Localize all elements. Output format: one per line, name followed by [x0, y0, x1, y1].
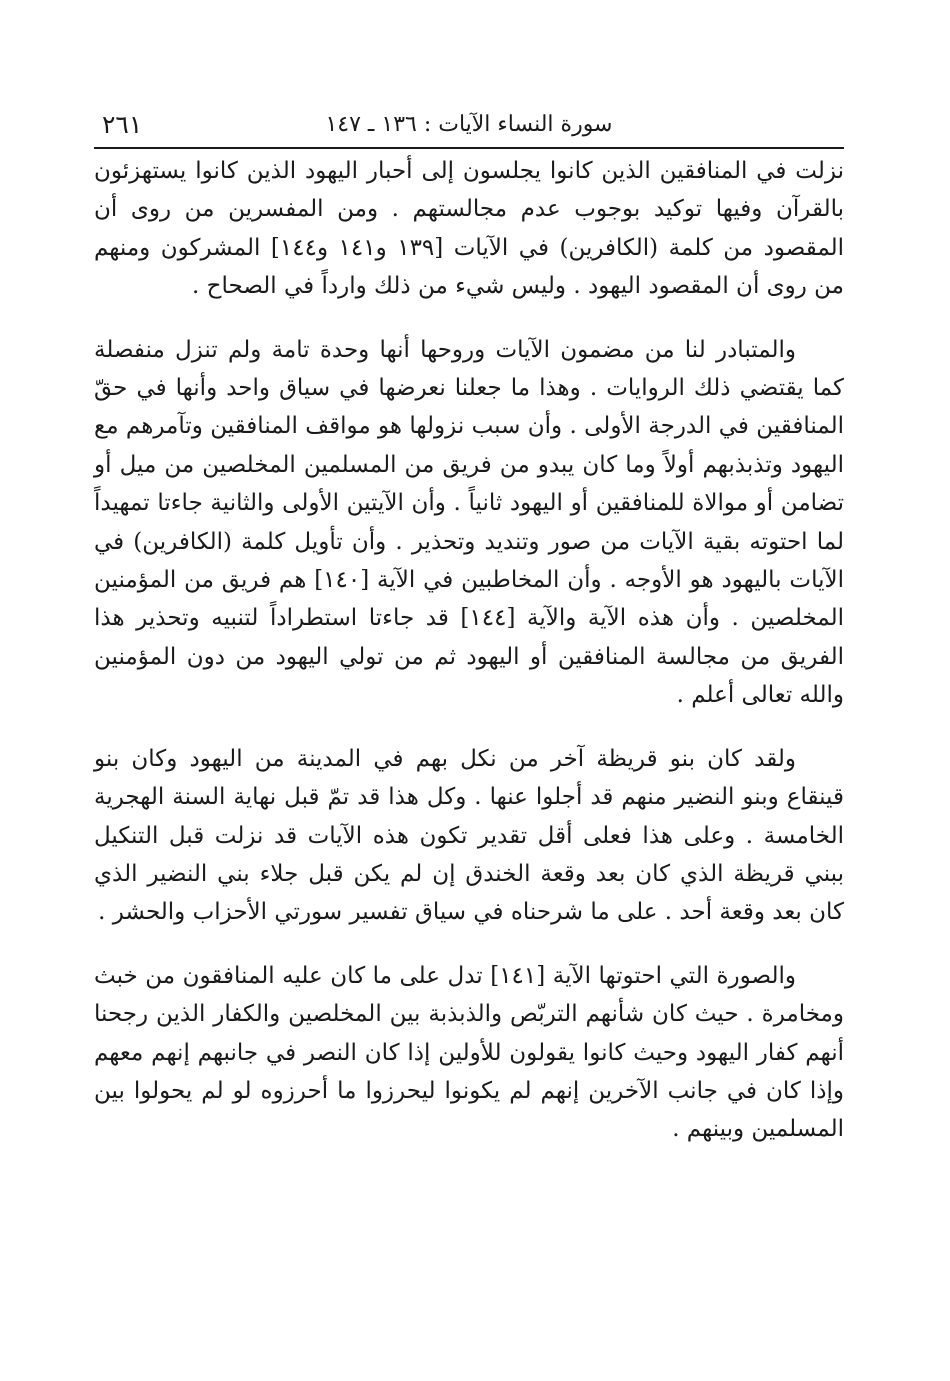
- page-header: [94, 104, 844, 148]
- paragraph: نزلت في المنافقين الذين كانوا يجلسون إلى أحبار اليهود الذين كانوا يستهزئون بالقرآن وفيها توكيد بوجوب عدم مجالستهم . ومن المفسرين من روى أن المقصود من كلمة (الكافرين) في الآيات [١٣٩ و١٤١ و١٤٤] المشركون ومنهم من روى أن المقصود اليهود . وليس شيء من ذلك وارداً في الصحاح .: [94, 158, 845, 300]
- body-text: [94, 152, 844, 1149]
- page-number: ٢٦١: [102, 110, 143, 139]
- paragraph: والصورة التي احتوتها الآية [١٤١] تدل على ما كان عليه المنافقون من خبث ومخامرة . حيث كان شأنهم التربّص والذبذبة بين المخلصين والكفار الذين رجحنا أنهم كفار اليهود وحيث كانوا يقولون للأولين إذا كان النصر في جانبهم إنهم معهم وإذا كان في جانب الآخرين إنهم لم يكونوا ليحرزوا ما أحرزوه لو لم يحولوا بين المسلمين وبينهم .: [94, 962, 844, 1143]
- running-title: سورة النساء الآيات : ١٣٦ ـ ١٤٧: [325, 112, 613, 137]
- paragraph: والمتبادر لنا من مضمون الآيات وروحها أنها وحدة تامة ولم تنزل منفصلة كما يقتضي ذلك الروايات . وهذا ما جعلنا نعرضها في سياق واحد وأنها في حقّ المنافقين في الدرجة الأولى . وأن سبب نزولها هو مواقف المنافقين وتآمرهم مع اليهود وتذبذبهم أولاً وما كان يبدو من فريق من المسلمين المخلصين من ميل أو تضامن أو موالاة للمنافقين أو اليهود ثانياً . وأن الآيتين الأولى والثانية جاءتا تمهيداً لما احتوته بقية الآيات من صور وتنديد وتحذير . وأن تأويل كلمة (الكافرين) في الآيات باليهود هو الأوجه . وأن المخاطبين في الآية [١٤٠] هم فريق من المؤمنين المخلصين . وأن هذه الآية والآية [١٤٤] قد جاءتا استطراداً لتنبيه وتحذير هذا الفريق من مجالسة المنافقين أو اليهود ثم من تولي اليهود من دون المؤمنين والله تعالى أعلم .: [94, 336, 844, 709]
- paragraph: ولقد كان بنو قريظة آخر من نكل بهم في المدينة من اليهود وكان بنو قينقاع وبنو النضير منهم قد أجلوا عنها . وكل هذا قد تمّ قبل نهاية السنة الهجرية الخامسة . وعلى هذا فعلى أقل تقدير تكون هذه الآيات قد نزلت قبل التنكيل ببني قريظة الذي كان بعد وقعة الخندق إن لم يكن قبل جلاء بني النضير الذي كان بعد وقعة أحد . على ما شرحناه في سياق تفسير سورتي الأحزاب والحشر .: [94, 745, 844, 926]
- header-divider: [94, 147, 844, 149]
